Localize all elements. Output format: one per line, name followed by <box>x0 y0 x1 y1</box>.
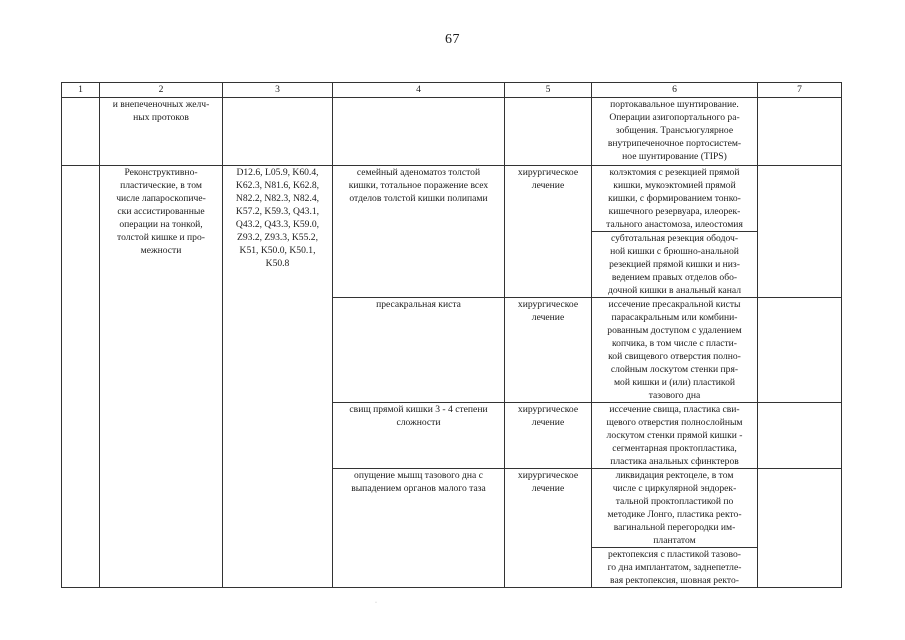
procedure-item: иссечение пресакральной кисты парасакральным или комбини- рованным доступом с удалением копчика, в том числе с пласти- кой свищевого отверстия полно- слойным лоскутом стенки пря- мой кишки и (или) пластикой тазового дна <box>607 299 742 401</box>
procedures-table <box>61 82 842 588</box>
cell-treatment-empty <box>505 98 592 166</box>
cell-extra <box>758 298 842 403</box>
cell-number <box>62 166 100 588</box>
cell-diagnosis-codes: D12.6, L05.9, K60.4, K62.3, N81.6, K62.8, N82.2, N82.3, N82.4, K57.2, K59.3, Q43.1, Q43.2, Q43.3, K59.0, Z93.2, Z93.3, K55.2, K51, K50.0, K50.1, K50.8 <box>223 166 333 588</box>
column-number-2: 2 <box>100 83 223 98</box>
cell-disease: опущение мышц тазового дна с выпадением органов малого таза <box>333 469 505 588</box>
column-number-row <box>62 83 842 98</box>
page-number: 67 <box>445 32 460 47</box>
cell-method-name: Реконструктивно- пластические, в том числе лапароскопиче- ски ассистированные операции на тонкой, толстой кишке и про- межности <box>100 166 223 588</box>
procedure-item: ликвидация ректоцеле, в том числе с циркулярной эндорек- тальной проктопластикой по методике Лонго, пластика ректо- вагинальной перегородки им- плантатом <box>607 470 742 546</box>
cell-treatment: хирургическое лечение <box>505 166 592 298</box>
column-number-1: 1 <box>62 83 100 98</box>
cell-extra <box>758 98 842 166</box>
cell-procedures <box>592 166 758 298</box>
cell-treatment: хирургическое лечение <box>505 403 592 469</box>
cell-extra <box>758 403 842 469</box>
cell-codes-empty <box>223 98 333 166</box>
procedure-item: колэктомия с резекцией прямой кишки, мукоэктомией прямой кишки, с формированием тонко- кишечного резервуара, илеорек- тального анастомоза, илеостомия <box>606 167 743 230</box>
cell-number <box>62 98 100 166</box>
procedure-item: ректопексия с пластикой тазово- го дна имплантатом, заднепетле- вая ректопексия, шовная ректо- <box>592 547 757 587</box>
procedures-table-wrap <box>61 82 842 588</box>
scan-speck: · <box>375 600 377 606</box>
cell-disease: семейный аденоматоз толстой кишки, тотальное поражение всех отделов толстой кишки полипами <box>333 166 505 298</box>
cell-procedures <box>592 298 758 403</box>
cell-disease-empty <box>333 98 505 166</box>
procedure-item: иссечение свища, пластика сви- щевого отверстия полнослойным лоскутом стенки прямой кишки - сегментарная проктопластика, пластика анальных сфинктеров <box>606 404 743 467</box>
cell-disease: свищ прямой кишки 3 - 4 степени сложности <box>333 403 505 469</box>
column-number-7: 7 <box>758 83 842 98</box>
column-number-4: 4 <box>333 83 505 98</box>
table-row <box>62 166 842 298</box>
cell-extra <box>758 469 842 588</box>
cell-extra <box>758 166 842 298</box>
column-number-3: 3 <box>223 83 333 98</box>
cell-treatment: хирургическое лечение <box>505 298 592 403</box>
cell-procedures <box>592 403 758 469</box>
column-number-6: 6 <box>592 83 758 98</box>
table-row <box>62 98 842 166</box>
cell-procedures <box>592 469 758 588</box>
cell-disease: пресакральная киста <box>333 298 505 403</box>
procedure-item: субтотальная резекция ободоч- ной кишки с брюшно-анальной резекцией прямой кишки и низ- ведением правых отделов обо- дочной кишки в анальный канал <box>592 231 757 297</box>
cell-method-continued: и внепеченочных желч- ных протоков <box>100 98 223 166</box>
cell-treatment: хирургическое лечение <box>505 469 592 588</box>
cell-procedure-continued: портокавальное шунтирование. Операции азигопортального ра- зобщения. Трансъюгулярное внутрипеченочное портосистем- ное шунтирование (TIPS) <box>592 98 758 166</box>
column-number-5: 5 <box>505 83 592 98</box>
